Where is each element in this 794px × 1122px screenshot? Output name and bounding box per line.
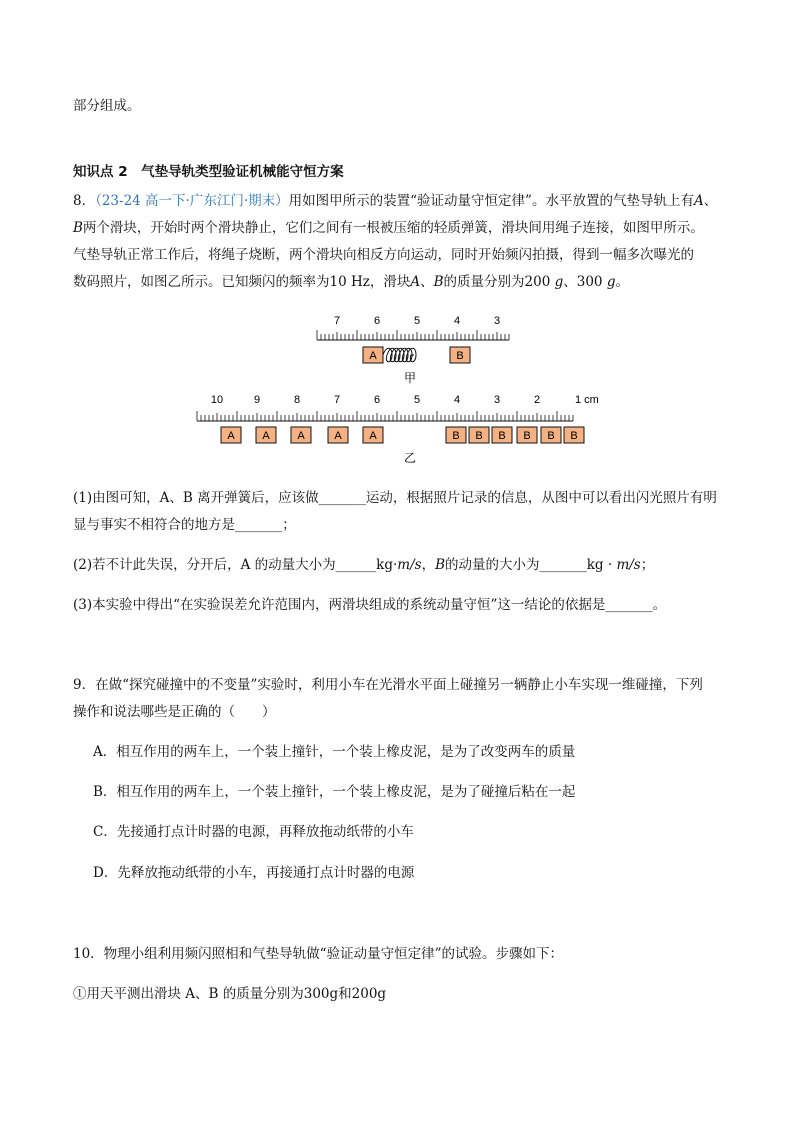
q8-number: 8． [73,193,96,209]
q8-sub2: (2)若不计此失误，分开后，A 的动量大小为______kg·m/s，B的动量的大小为_______kg · m/s； [73,557,655,573]
jia-scale-label: 7 [333,315,341,327]
q8-line4: 数码照片，如图乙所示。已知频闪的频率为10 Hz，滑块A、B的质量分别为200 g、300 g。 [73,274,629,290]
yi-scale-label: 1 cm [575,394,599,406]
q9-option-b: B．相互作用的两车上，一个装上撞针，一个装上橡皮泥，是为了碰撞后粘在一起 [93,784,576,800]
block-b-label: B [456,350,464,362]
q8-line2: B两个滑块，开始时两个滑块静止，它们之间有一根被压缩的轻质弹簧，滑块间用绳子连接，如图甲所示。 [73,220,704,236]
figure-jia [0,0,794,470]
yi-block-a-label: A [369,430,377,442]
yi-block-a-label: A [297,430,305,442]
q8-sub3: (3)本实验中得出“在实验误差允许范围内，两滑块组成的系统动量守恒”这一结论的依据是_______。 [73,597,667,613]
jia-scale-label: 6 [373,315,381,327]
section-heading: 知识点 2 气垫导轨类型验证机械能守恒方案 [73,164,344,180]
yi-scale-label: 3 [493,394,501,406]
yi-block-b-label: B [547,430,555,442]
q9-stem-line1: 9．在做“探究碰撞中的不变量”实验时，利用小车在光滑水平面上碰撞另一辆静止小车实现一维碰撞，下列 [73,677,703,693]
block-a-label: A [369,350,377,362]
yi-scale-label: 9 [253,394,261,406]
figure-caption-jia: 甲 [403,371,417,385]
q8-line3: 气垫导轨正常工作后，将绳子烧断，两个滑块向相反方向运动，同时开始频闪拍摄，得到一幅多次曝光的 [73,247,694,263]
intro-tail: 部分组成。 [73,98,141,114]
q8-sub1-line1: (1)由图可知，A、B 离开弹簧后，应该做_______运动，根据照片记录的信息，从图中可以看出闪光照片有明 [73,490,717,506]
spring [383,348,416,362]
yi-block-a-label: A [262,430,270,442]
yi-scale-label: 10 [210,394,224,406]
q8-line1: 8．（23-24 高一下·广东江门·期末）用如图甲所示的装置“验证动量守恒定律”。水平放置的气垫导轨上有A、 [73,193,718,209]
yi-scale-label: 5 [413,394,421,406]
yi-scale-label: 7 [333,394,341,406]
q10-step1: ①用天平测出滑块 A、B 的质量分别为300g和200g [73,986,387,1002]
yi-block-b-label: B [475,430,483,442]
yi-scale-label: 2 [533,394,541,406]
yi-scale-label: 8 [293,394,301,406]
q9-option-a: A．相互作用的两车上，一个装上撞针，一个装上橡皮泥，是为了改变两车的质量 [93,744,576,760]
q8-sub1-line2: 显与事实不相符合的地方是_______； [73,517,296,533]
yi-scale-label: 4 [453,394,461,406]
yi-block-a-label: A [227,430,235,442]
q9-stem-line2: 操作和说法哪些是正确的（ ） [73,704,276,720]
jia-ruler [317,330,509,340]
yi-block-a-label: A [334,430,342,442]
jia-scale-label: 3 [493,315,501,327]
q8-source: （23-24 高一下·广东江门·期末） [95,193,289,209]
yi-scale-label: 6 [373,394,381,406]
yi-ruler [197,411,573,421]
jia-scale-label: 4 [453,315,461,327]
yi-block-b-label: B [452,430,460,442]
q9-option-d: D．先释放拖动纸带的小车，再接通打点计时器的电源 [93,865,415,881]
figure-caption-yi: 乙 [403,451,417,465]
yi-block-b-label: B [498,430,506,442]
yi-block-b-label: B [570,430,578,442]
q10-stem: 10．物理小组利用频闪照相和气垫导轨做“验证动量守恒定律”的试验。步骤如下： [73,946,563,962]
jia-scale-label: 5 [413,315,421,327]
yi-block-b-label: B [523,430,531,442]
q9-option-c: C．先接通打点计时器的电源，再释放拖动纸带的小车 [93,824,414,840]
